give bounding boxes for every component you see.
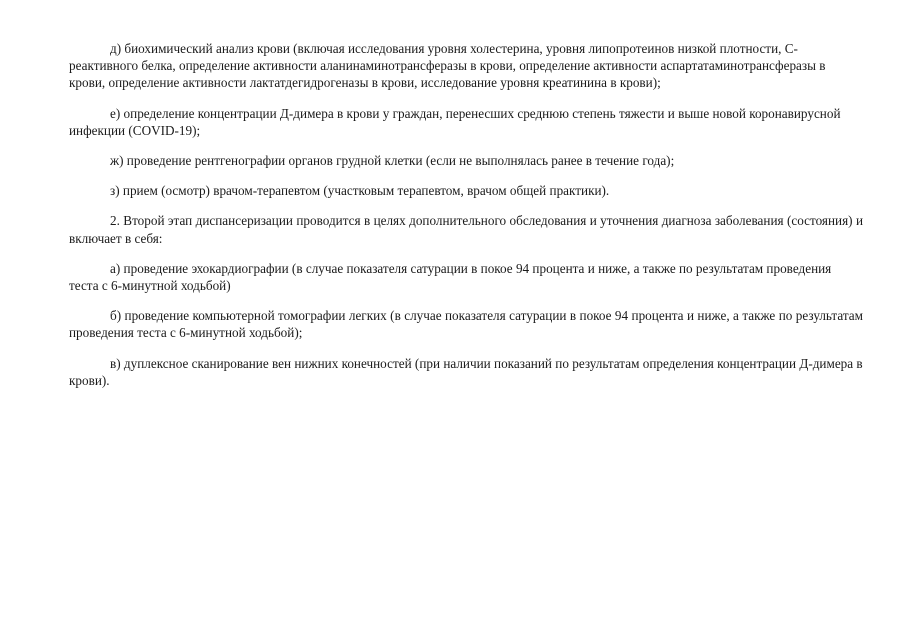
paragraph-v-duplex-scan: в) дуплексное сканирование вен нижних конечностей (при наличии показаний по результатам определения концентрации Д-димера в крови). xyxy=(69,355,863,388)
paragraph-d-biochemical-analysis: д) биохимический анализ крови (включая исследования уровня холестерина, уровня липопротеинов низкой плотности, С-реактивного белка, определение активности аланинаминотрансферазы в крови, определение активности аспартатаминотрансферазы в крови, определение активности лактатдегидрогеназы в крови, исследование уровня креатинина в крови); xyxy=(69,41,826,91)
paragraph-b-lung-ct: б) проведение компьютерной томографии легких (в случае показателя сатурации в покое 94 процента и ниже, а также по результатам проведения теста с 6-минутной ходьбой); xyxy=(69,308,863,341)
paragraph-zh-chest-xray: ж) проведение рентгенографии органов грудной клетки (если не выполнялась ранее в течение года); xyxy=(110,153,675,169)
document-body xyxy=(69,40,863,402)
paragraph-2-second-stage: 2. Второй этап диспансеризации проводится в целях дополнительного обследования и уточнения диагноза заболевания (состояния) и включает в себя: xyxy=(69,213,863,246)
paragraph-e-d-dimer: е) определение концентрации Д-димера в крови у граждан, перенесших среднюю степень тяжести и выше новой коронавирусной инфекции (COVID-19); xyxy=(69,105,841,138)
paragraph-z-therapist-exam: з) прием (осмотр) врачом-терапевтом (участковым терапевтом, врачом общей практики). xyxy=(110,183,610,199)
paragraph-a-echocardiography: а) проведение эхокардиографии (в случае показателя сатурации в покое 94 процента и ниже, а также по результатам проведения теста с 6-минутной ходьбой) xyxy=(69,260,832,294)
